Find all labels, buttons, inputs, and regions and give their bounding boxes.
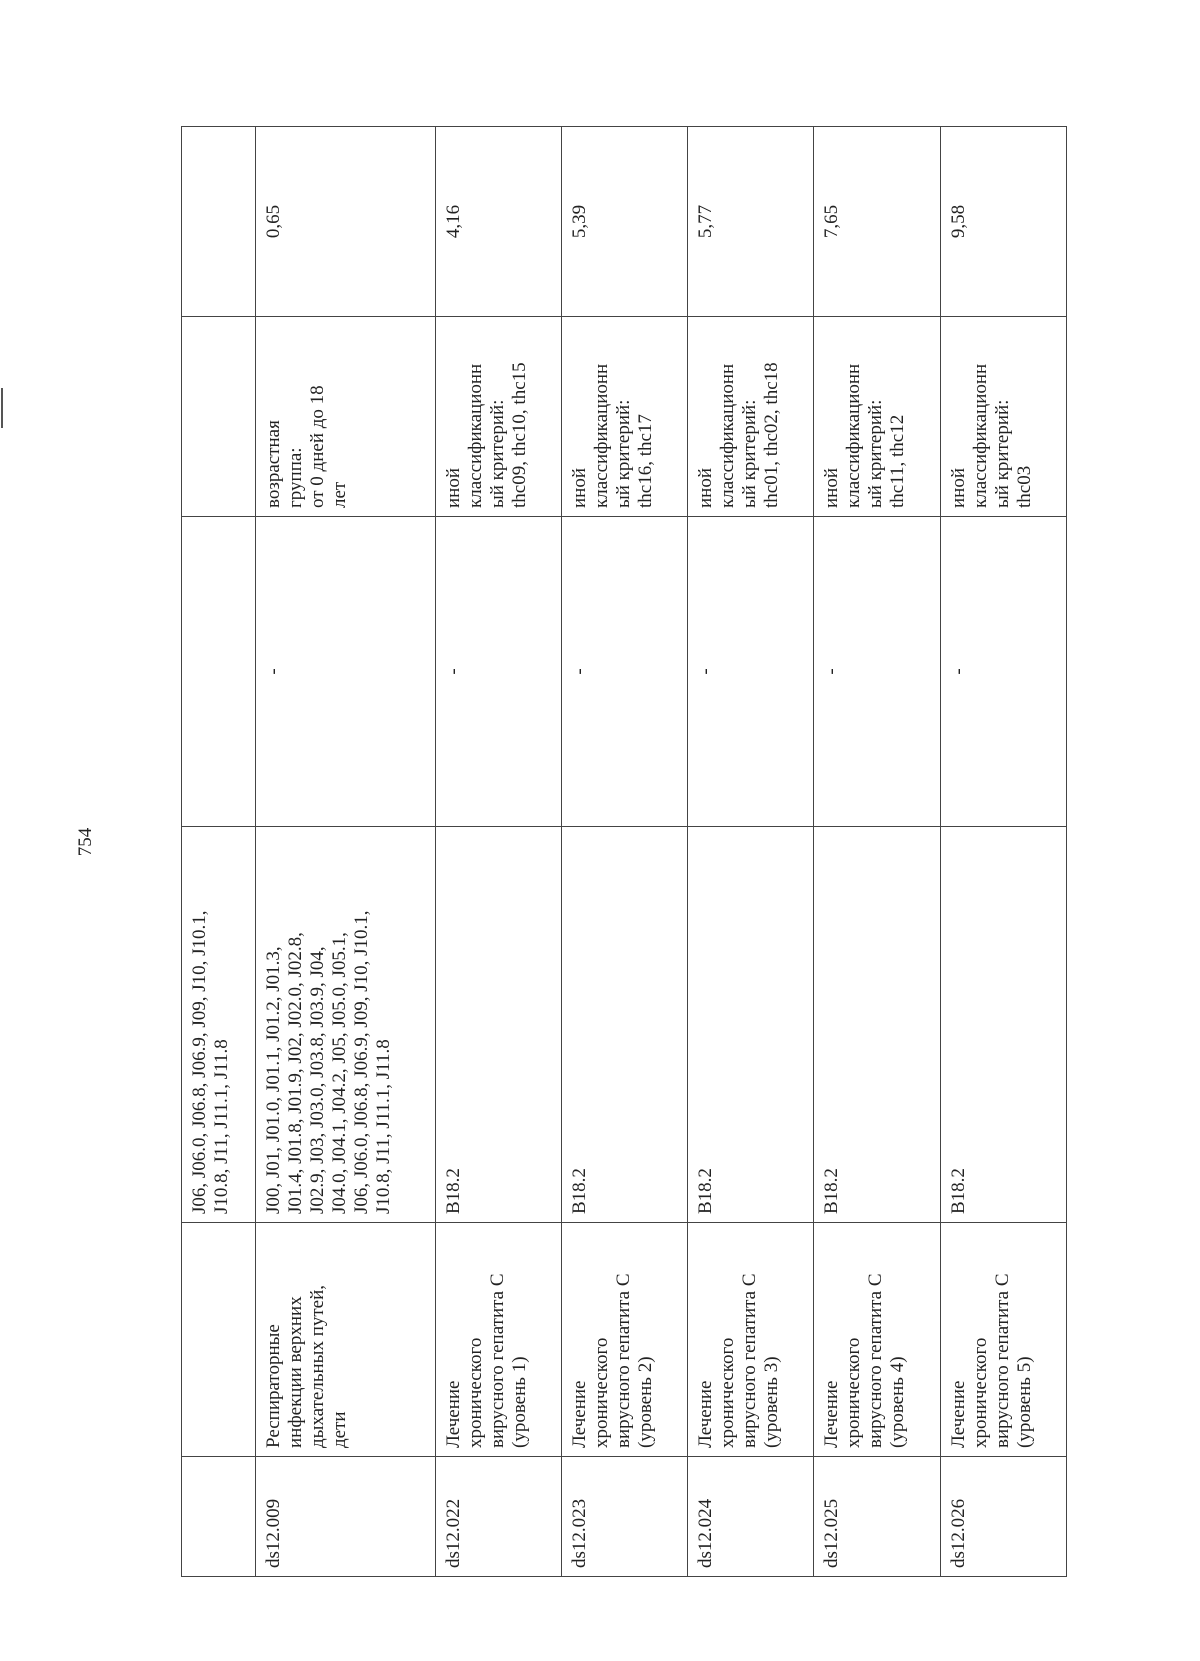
cell-name: Респираторные инфекции верхних дыхательных путей, дети — [256, 1223, 435, 1457]
cell-diagnoses — [256, 827, 435, 1223]
cell-operations: - — [814, 517, 940, 827]
cell-name — [182, 1223, 256, 1457]
cell-name: Лечение хронического вирусного гепатита С (уровень 5) — [940, 1223, 1066, 1457]
diagnoses-line: B18.2 — [442, 1168, 464, 1214]
cell-criteria — [182, 317, 256, 517]
cell-name: Лечение хронического вирусного гепатита С (уровень 2) — [561, 1223, 687, 1457]
cell-diagnoses — [435, 827, 561, 1223]
cell-diagnoses — [940, 827, 1066, 1223]
cell-code: ds12.023 — [561, 1457, 687, 1577]
cell-operations: - — [940, 517, 1066, 827]
scan-artifact-mark — [1, 388, 3, 428]
diagnoses-line: J02.9, J03, J03.0, J03.8, J03.9, J04, — [307, 946, 329, 1214]
diagnoses-line: B18.2 — [695, 1168, 717, 1214]
page-number: 754 — [75, 827, 96, 857]
cell-operations: - — [256, 517, 435, 827]
cell-criteria: иной классификационн ый критерий: thc09, thc10, thc15 — [435, 317, 561, 517]
diagnoses-line: J10.8, J11, J11.1, J11.8 — [211, 1039, 232, 1214]
cell-operations: - — [561, 517, 687, 827]
diagnoses-line: B18.2 — [821, 1168, 843, 1214]
tariff-table-rotated — [181, 127, 1067, 1577]
cell-operations — [182, 517, 256, 827]
cell-operations: - — [688, 517, 814, 827]
diagnoses-line: J00, J01, J01.0, J01.1, J01.2, J01.3, — [263, 946, 285, 1214]
diagnoses-line: J06, J06.0, J06.8, J06.9, J09, J10, J10.1, — [189, 910, 210, 1214]
diagnoses-line: J10.8, J11, J11.1, J11.8 — [373, 1039, 395, 1214]
table-row — [561, 127, 687, 1577]
table-row — [256, 127, 435, 1577]
cell-diagnoses — [182, 827, 256, 1223]
cell-coefficient: 0,65 — [256, 127, 435, 317]
cell-coefficient — [182, 127, 256, 317]
cell-code: ds12.025 — [814, 1457, 940, 1577]
cell-code: ds12.026 — [940, 1457, 1066, 1577]
cell-name: Лечение хронического вирусного гепатита С (уровень 4) — [814, 1223, 940, 1457]
cell-name: Лечение хронического вирусного гепатита С (уровень 1) — [435, 1223, 561, 1457]
table-row-continuation — [182, 127, 256, 1577]
cell-coefficient: 4,16 — [435, 127, 561, 317]
diagnoses-line: J01.4, J01.8, J01.9, J02, J02.0, J02.8, — [285, 932, 307, 1214]
cell-code: ds12.009 — [256, 1457, 435, 1577]
table-row — [688, 127, 814, 1577]
cell-criteria: иной классификационн ый критерий: thc03 — [940, 317, 1066, 517]
cell-criteria: иной классификационн ый критерий: thc11, thc12 — [814, 317, 940, 517]
cell-code: ds12.024 — [688, 1457, 814, 1577]
tariff-table-body — [182, 127, 1067, 1577]
cell-name: Лечение хронического вирусного гепатита С (уровень 3) — [688, 1223, 814, 1457]
cell-coefficient: 9,58 — [940, 127, 1066, 317]
cell-coefficient: 5,39 — [561, 127, 687, 317]
cell-diagnoses — [814, 827, 940, 1223]
cell-operations: - — [435, 517, 561, 827]
diagnoses-line: J06, J06.0, J06.8, J06.9, J09, J10, J10.1, — [351, 910, 373, 1214]
diagnoses-line: B18.2 — [568, 1168, 590, 1214]
cell-code: ds12.022 — [435, 1457, 561, 1577]
cell-criteria: иной классификационн ый критерий: thc16, thc17 — [561, 317, 687, 517]
cell-coefficient: 7,65 — [814, 127, 940, 317]
cell-criteria: возрастная группа: от 0 дней до 18 лет — [256, 317, 435, 517]
diagnoses-line: J04.0, J04.1, J04.2, J05, J05.0, J05.1, — [329, 932, 351, 1214]
cell-diagnoses — [561, 827, 687, 1223]
cell-criteria: иной классификационн ый критерий: thc01, thc02, thc18 — [688, 317, 814, 517]
table-row — [435, 127, 561, 1577]
cell-code — [182, 1457, 256, 1577]
cell-coefficient: 5,77 — [688, 127, 814, 317]
cell-diagnoses — [688, 827, 814, 1223]
diagnoses-line: B18.2 — [947, 1168, 969, 1214]
table-row — [814, 127, 940, 1577]
table-row — [940, 127, 1066, 1577]
tariff-table — [181, 126, 1067, 1577]
